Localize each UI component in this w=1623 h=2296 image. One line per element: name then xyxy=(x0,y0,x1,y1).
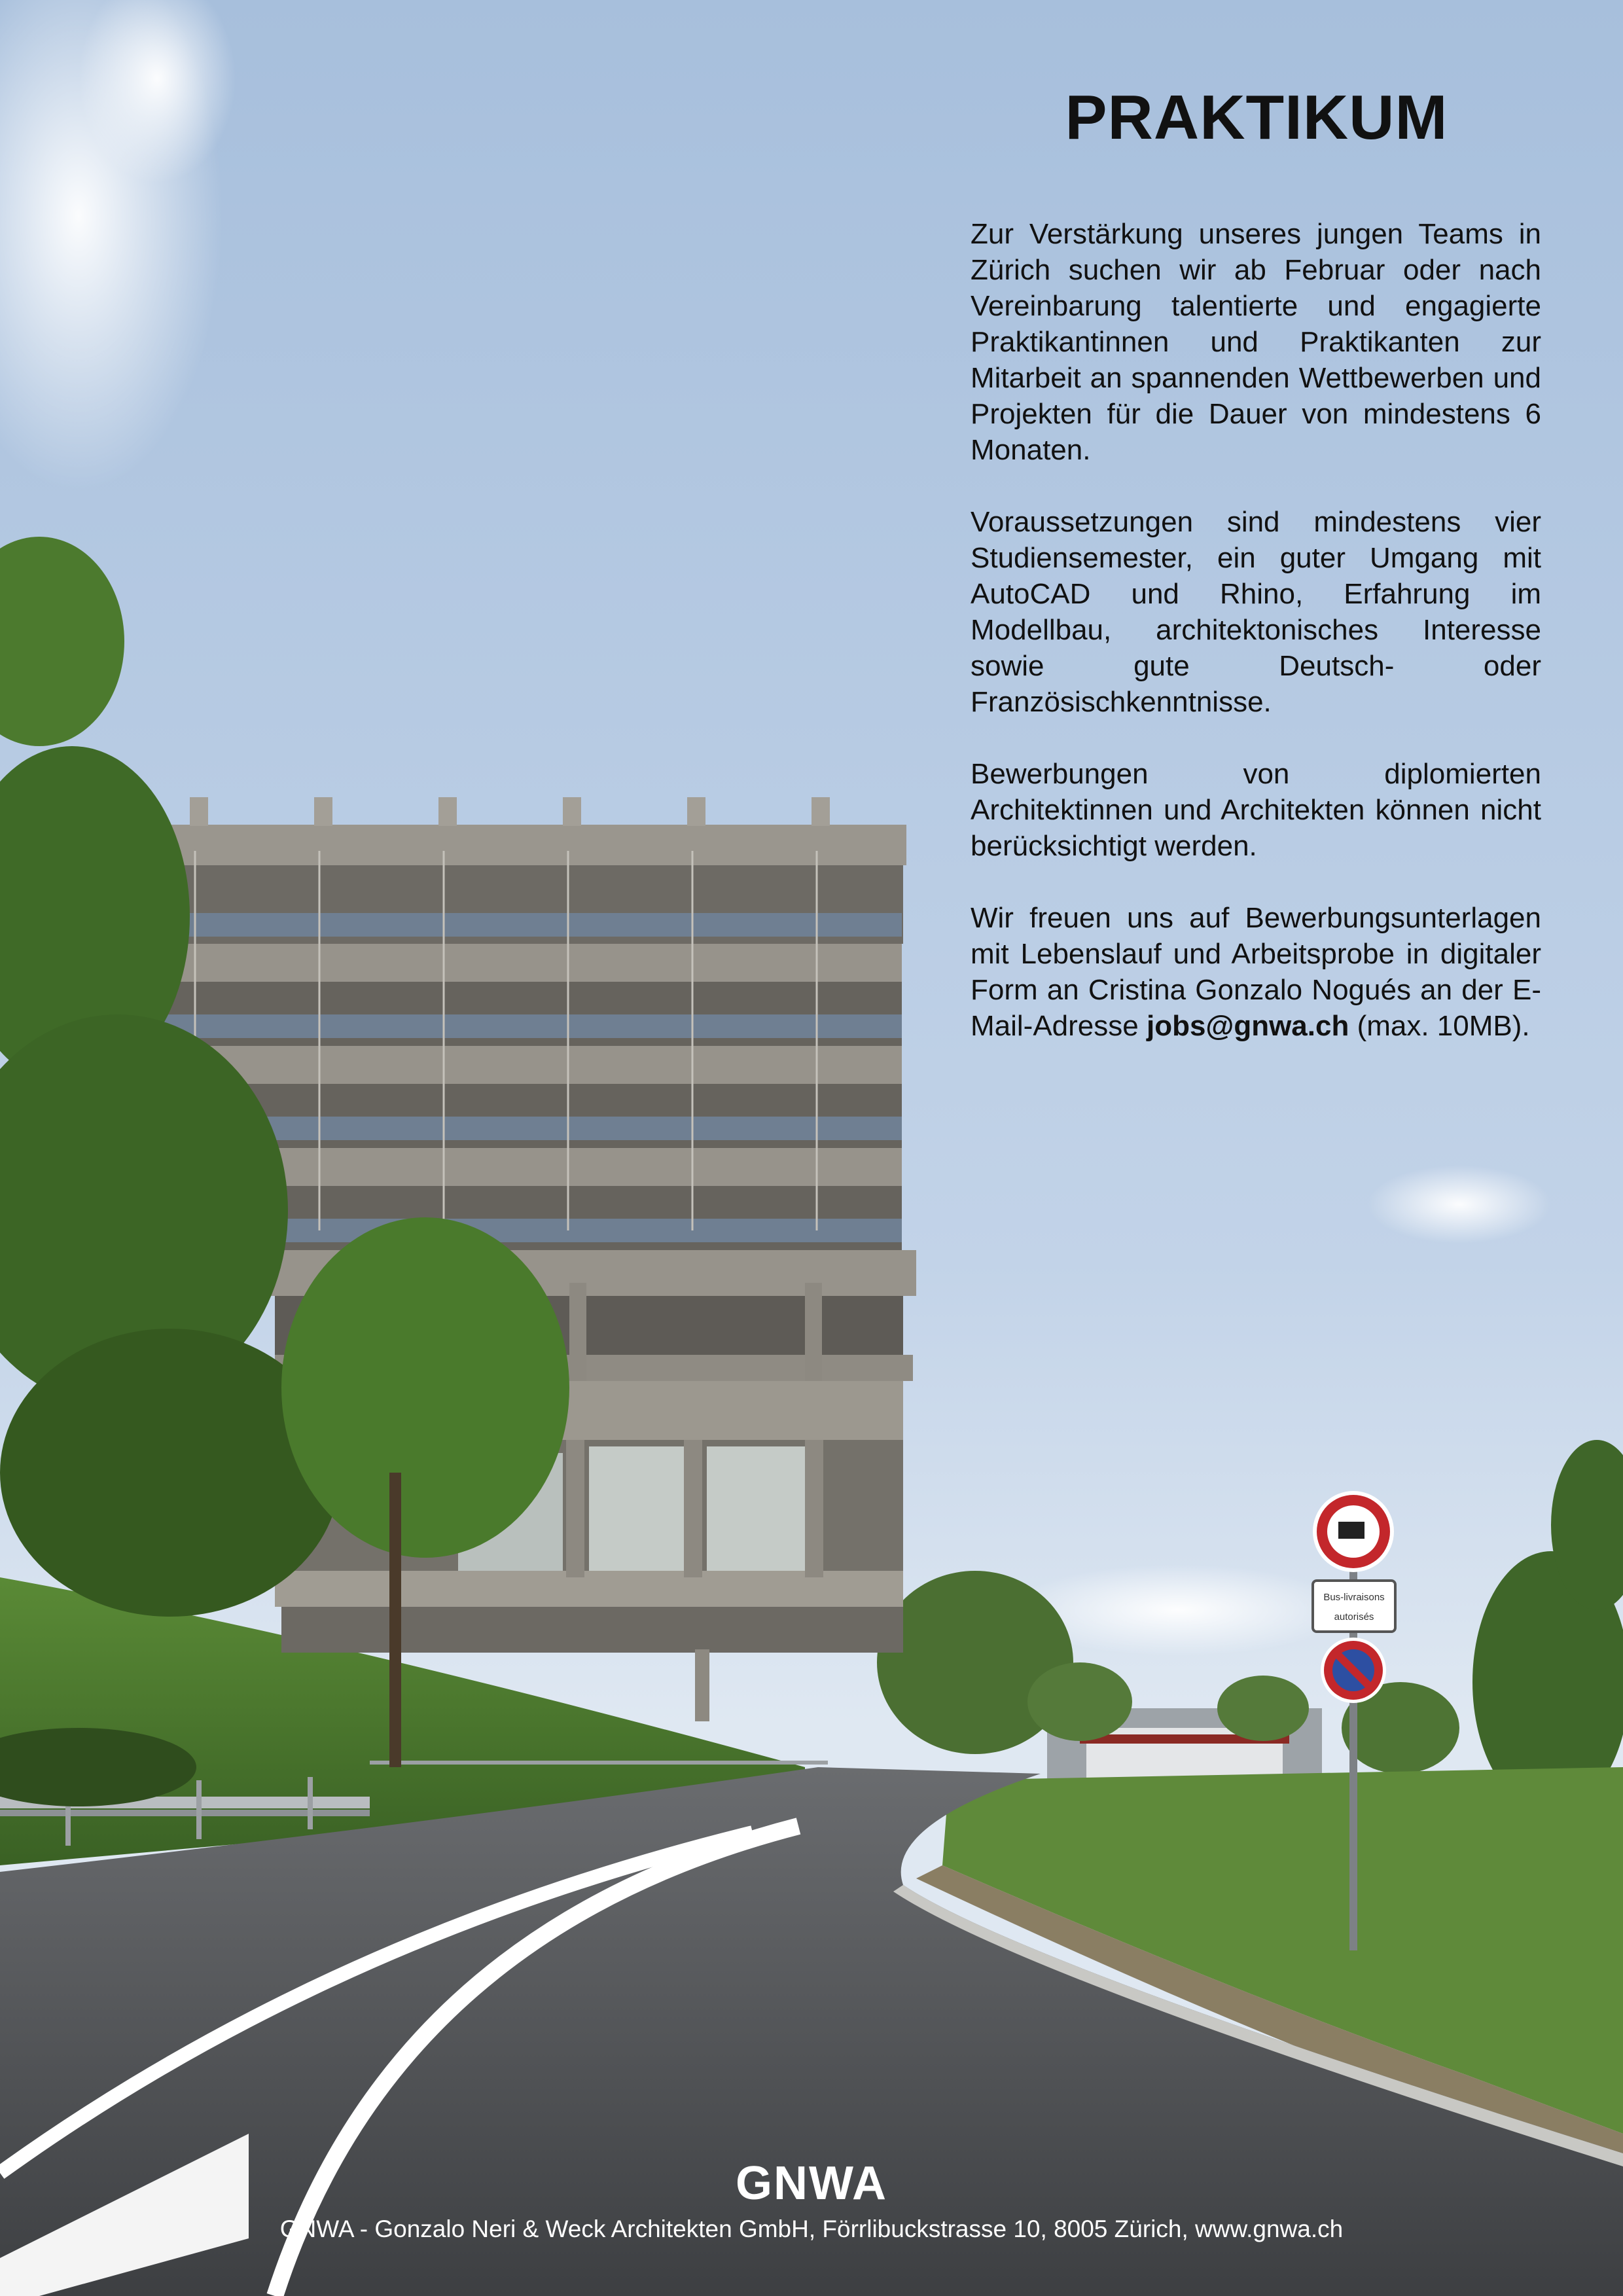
job-description xyxy=(971,216,1541,1080)
application-size-note: (max. 10MB). xyxy=(1349,1010,1530,1042)
intro-paragraph: Zur Verstärkung unseres jungen Teams in Zürich suchen wir ab Februar oder nach Vereinbarung talentierte und engagierte Praktikantinnen und Praktikanten zur Mitarbeit an spannenden Wettbewerben und Projekten für die Dauer von mindestens 6 Monaten. xyxy=(971,218,1541,466)
application-paragraph xyxy=(971,900,1541,1044)
application-text: Wir freuen uns auf Bewerbungsunterlagen mit Lebenslauf und Arbeitsprobe in digitaler Form an Cristina Gonzalo Nogués an der E-Mail-Adresse xyxy=(971,902,1541,1042)
sign-text-line2: autorisés xyxy=(1334,1611,1374,1623)
sign-text-line1: Bus-livraisons xyxy=(1323,1592,1385,1603)
cloud-right xyxy=(1368,1165,1551,1244)
email-link[interactable]: jobs@gnwa.ch xyxy=(1146,1010,1349,1042)
exclusion-paragraph: Bewerbungen von diplomierten Architektinnen und Architekten können nicht berücksichtigt werden. xyxy=(971,758,1541,862)
company-address: GNWA - Gonzalo Neri & Weck Architekten GmbH, Förrlibuckstrasse 10, 8005 Zürich, www.gnwa.ch xyxy=(279,2215,1344,2242)
page-title: PRAKTIKUM xyxy=(1065,82,1448,152)
requirements-paragraph: Voraussetzungen sind mindestens vier Studiensemester, ein guter Umgang mit AutoCAD und Rhino, Erfahrung im Modellbau, architektonisches Interesse sowie gute Deutsch- oder Französischkenntnisse. xyxy=(971,506,1541,718)
company-logo: GNWA xyxy=(736,2157,887,2210)
